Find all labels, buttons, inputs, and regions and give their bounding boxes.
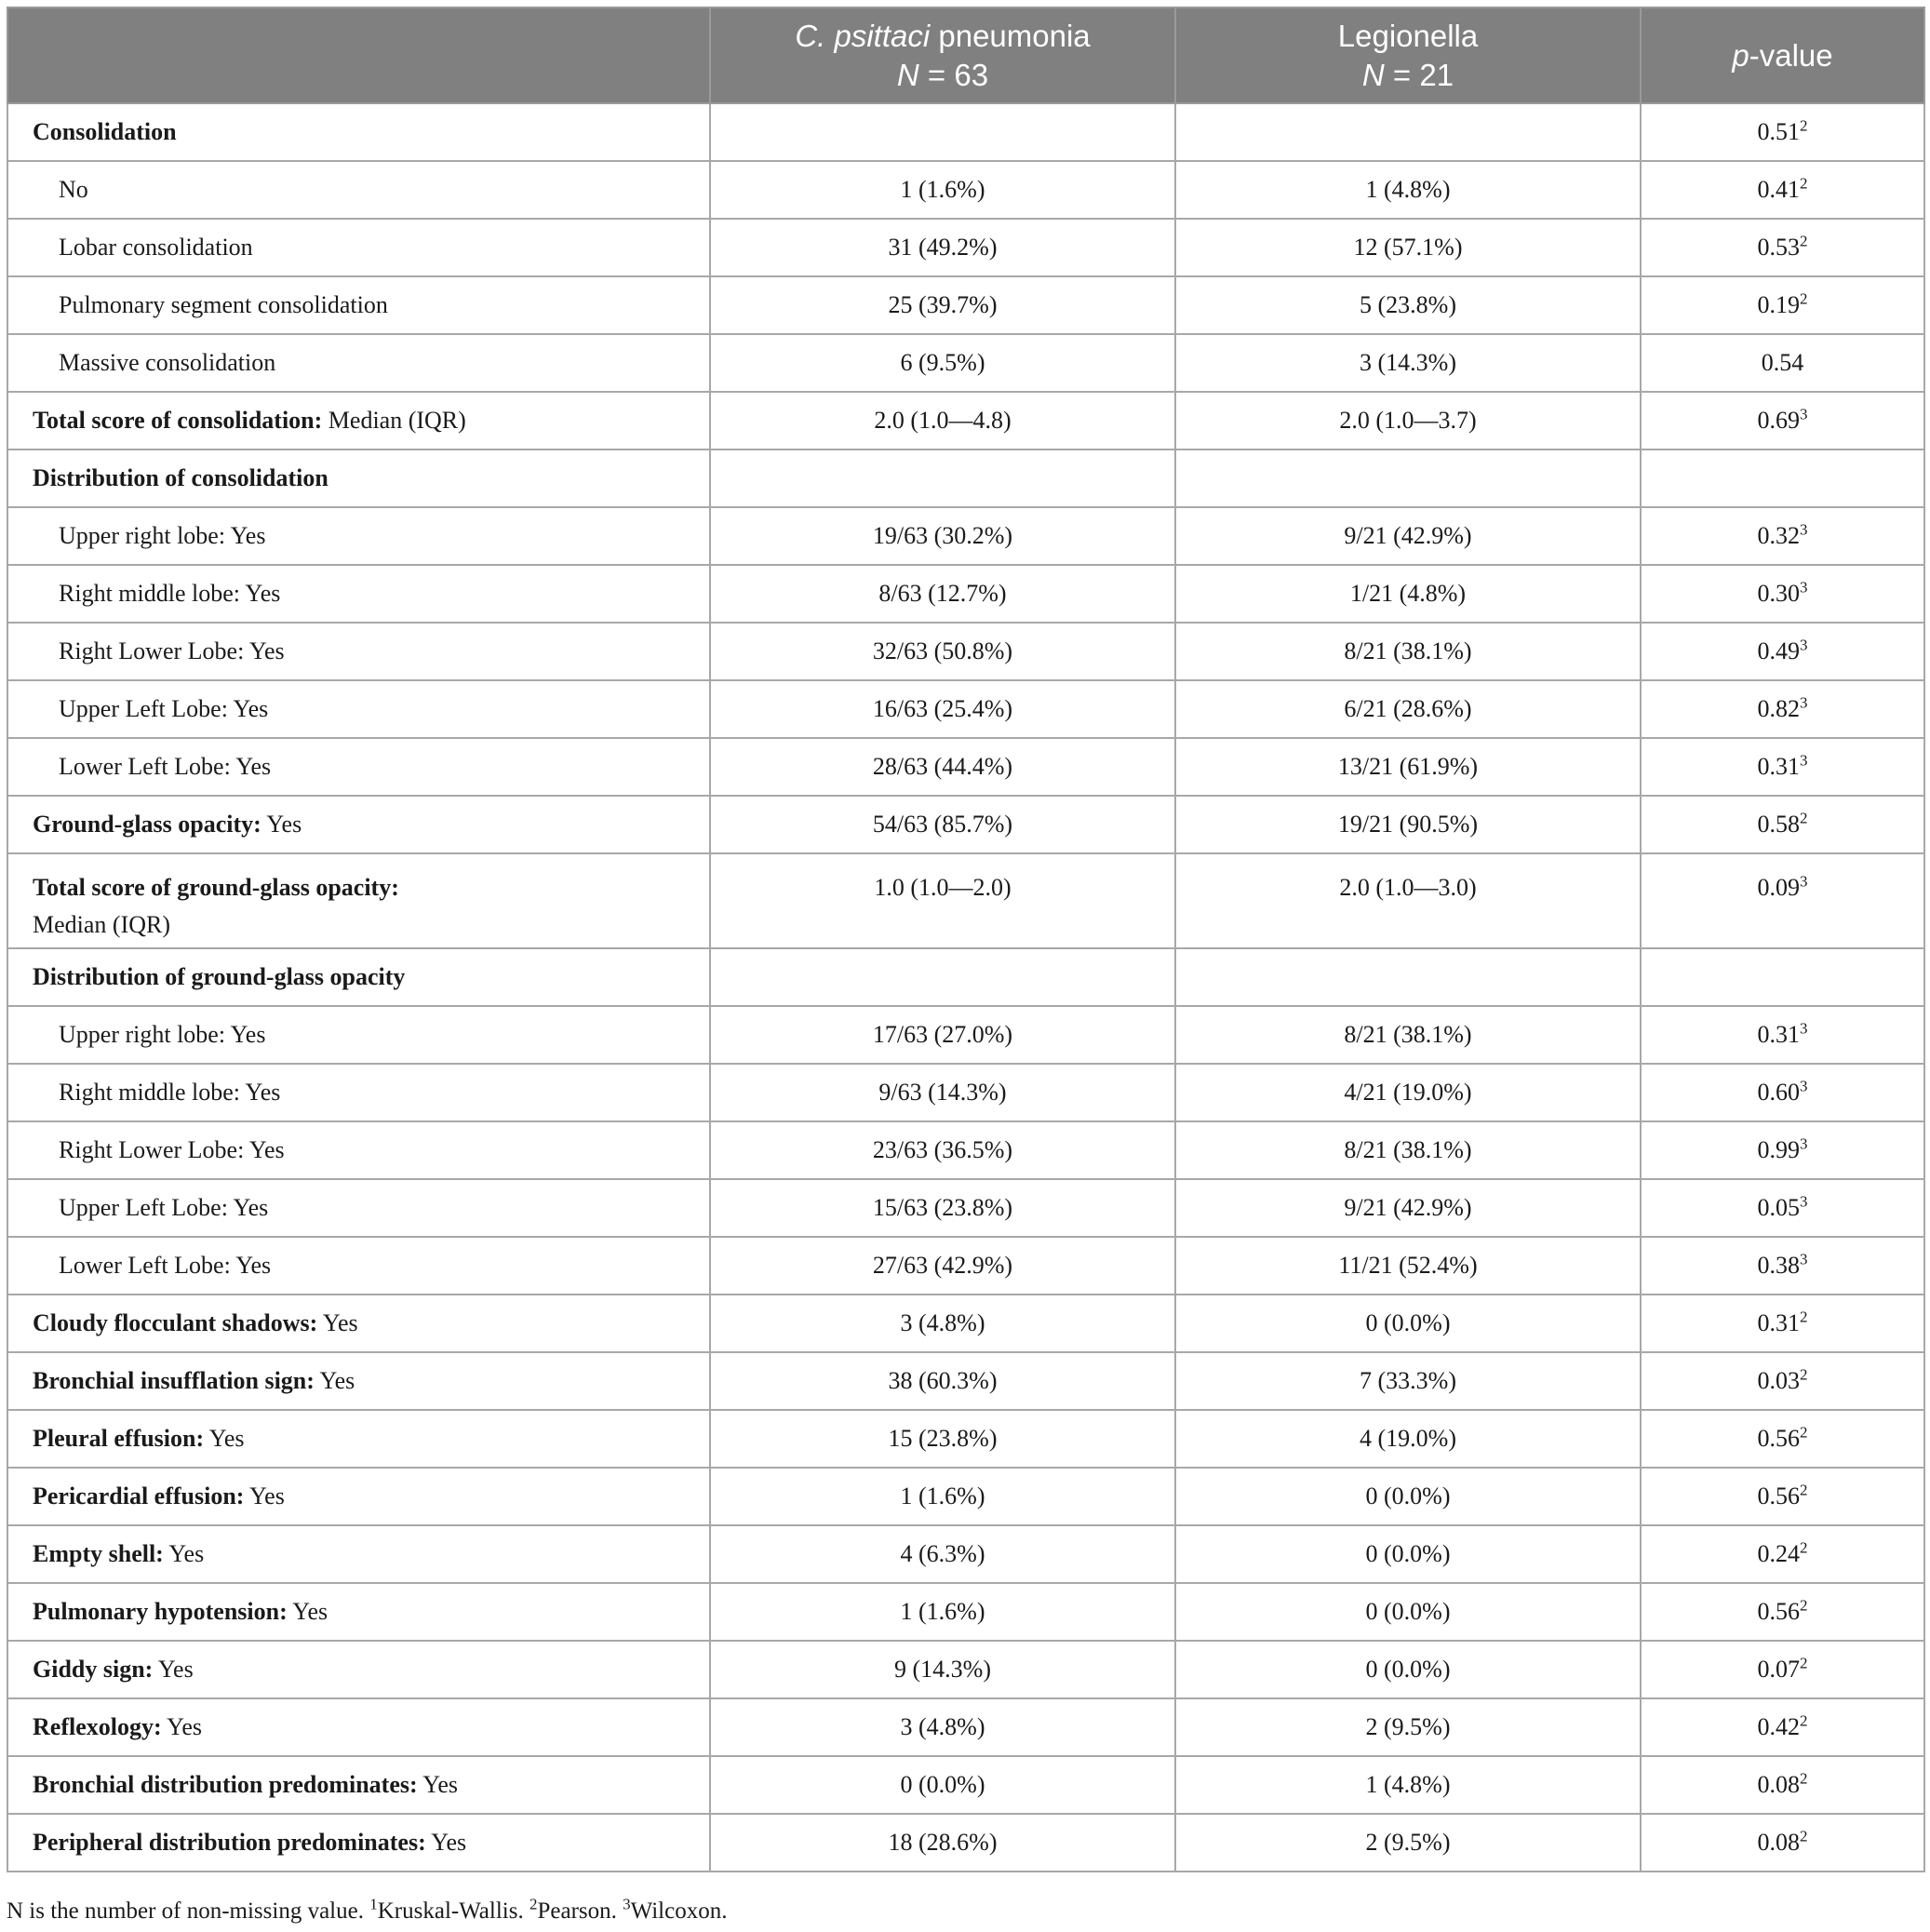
- p-value-test-marker: 3: [1800, 578, 1808, 597]
- cell-legionella: 9/21 (42.9%): [1175, 507, 1641, 565]
- cell-psittaci: 27/63 (42.9%): [710, 1237, 1175, 1295]
- row-label: [7, 1756, 710, 1814]
- p-value-test-marker: 3: [1800, 520, 1808, 539]
- cell-p-value: [1641, 392, 1924, 449]
- cell-psittaci: 3 (4.8%): [710, 1698, 1175, 1756]
- cell-legionella: 8/21 (38.1%): [1175, 1006, 1641, 1064]
- cell-p-value: [1641, 1583, 1924, 1641]
- p-value-number: 0.82: [1757, 695, 1800, 722]
- p-value-number: 0.56: [1757, 1483, 1800, 1509]
- table-row: [7, 853, 1924, 948]
- row-label-text: Yes: [287, 1598, 328, 1625]
- row-label: [7, 103, 710, 161]
- cell-legionella: 1 (4.8%): [1175, 1756, 1641, 1814]
- cell-psittaci: 16/63 (25.4%): [710, 680, 1175, 738]
- cell-psittaci: 1 (1.6%): [710, 161, 1175, 219]
- cell-psittaci: 9/63 (14.3%): [710, 1064, 1175, 1121]
- cell-psittaci: 6 (9.5%): [710, 334, 1175, 392]
- p-value-number: 0.30: [1757, 580, 1800, 607]
- cell-legionella: 2.0 (1.0—3.7): [1175, 392, 1641, 449]
- cell-psittaci: 25 (39.7%): [710, 276, 1175, 334]
- cell-legionella: 3 (14.3%): [1175, 334, 1641, 392]
- p-value-test-marker: 3: [1800, 1250, 1808, 1268]
- cell-legionella: 0 (0.0%): [1175, 1641, 1641, 1698]
- p-value-number: 0.51: [1757, 118, 1800, 145]
- row-label-text: Lobar consolidation: [59, 234, 253, 261]
- header-legionella-n-symbol: N: [1361, 57, 1385, 92]
- cell-p-value: [1641, 276, 1924, 334]
- cell-legionella: 12 (57.1%): [1175, 219, 1641, 276]
- table-row: [7, 1237, 1924, 1295]
- row-label: [7, 276, 710, 334]
- table-row: [7, 1121, 1924, 1179]
- table-row: [7, 219, 1924, 276]
- cell-p-value: [1641, 1698, 1924, 1756]
- row-label: [7, 1006, 710, 1064]
- row-label-text: Yes: [204, 1425, 245, 1452]
- row-label: [7, 796, 710, 853]
- cell-p-value: [1641, 796, 1924, 853]
- cell-p-value: [1641, 103, 1924, 161]
- footnote-text-4: Wilcoxon.: [630, 1898, 728, 1924]
- cell-legionella: [1175, 103, 1641, 161]
- row-label-text: Yes: [261, 811, 302, 838]
- table-body: [7, 103, 1924, 1872]
- row-label-text: Upper Left Lobe: Yes: [59, 1194, 269, 1221]
- table-row: [7, 1006, 1924, 1064]
- p-value-test-marker: 2: [1800, 1827, 1808, 1845]
- p-value-number: 0.19: [1757, 291, 1800, 318]
- row-label-bold: Giddy sign:: [33, 1656, 154, 1683]
- cell-p-value: [1641, 334, 1924, 392]
- cell-psittaci: 3 (4.8%): [710, 1295, 1175, 1352]
- p-value-test-marker: 2: [1800, 1308, 1808, 1326]
- header-psittaci-suffix: pneumonia: [930, 18, 1091, 53]
- row-label-text: Right Lower Lobe: Yes: [59, 1136, 285, 1163]
- table-row: [7, 1468, 1924, 1525]
- table-row: [7, 1641, 1924, 1698]
- cell-p-value: [1641, 1237, 1924, 1295]
- p-value-number: 0.32: [1757, 522, 1800, 549]
- cell-psittaci: 31 (49.2%): [710, 219, 1175, 276]
- header-legionella: [1175, 7, 1641, 103]
- row-label-text: Massive consolidation: [59, 349, 276, 376]
- row-label: [7, 1121, 710, 1179]
- cell-legionella: [1175, 948, 1641, 1006]
- row-label-text: Yes: [317, 1309, 358, 1336]
- cell-psittaci: 2.0 (1.0—4.8): [710, 392, 1175, 449]
- cell-legionella: 11/21 (52.4%): [1175, 1237, 1641, 1295]
- row-label-bold: Empty shell:: [33, 1540, 164, 1567]
- table-row: [7, 796, 1924, 853]
- p-value-test-marker: 3: [1800, 405, 1808, 423]
- p-value-number: 0.49: [1757, 637, 1800, 664]
- table-row: [7, 449, 1924, 507]
- header-psittaci-n-symbol: N: [896, 57, 919, 92]
- cell-p-value: [1641, 623, 1924, 680]
- header-psittaci: [710, 7, 1175, 103]
- cell-p-value: [1641, 507, 1924, 565]
- row-label: [7, 1410, 710, 1468]
- row-label: [7, 1641, 710, 1698]
- row-label: [7, 1525, 710, 1583]
- header-characteristic: [7, 7, 710, 103]
- table-row: [7, 507, 1924, 565]
- row-label-text: Yes: [314, 1367, 355, 1394]
- row-label-text: Upper right lobe: Yes: [59, 522, 266, 549]
- p-value-number: 0.08: [1757, 1829, 1800, 1856]
- cell-psittaci: 18 (28.6%): [710, 1814, 1175, 1872]
- cell-psittaci: 38 (60.3%): [710, 1352, 1175, 1410]
- cell-p-value: [1641, 1756, 1924, 1814]
- cell-p-value: [1641, 1814, 1924, 1872]
- p-value-number: 0.41: [1757, 176, 1800, 203]
- row-label-text: Yes: [425, 1829, 467, 1856]
- p-value-test-marker: 3: [1800, 1019, 1808, 1038]
- footnote-text-2: Kruskal-Wallis.: [377, 1898, 529, 1924]
- cell-p-value: [1641, 948, 1924, 1006]
- row-label: [7, 1814, 710, 1872]
- cell-p-value: [1641, 680, 1924, 738]
- cell-legionella: 7 (33.3%): [1175, 1352, 1641, 1410]
- p-value-number: 0.99: [1757, 1136, 1800, 1163]
- table-row: [7, 1698, 1924, 1756]
- p-value-test-marker: 2: [1800, 1769, 1808, 1788]
- row-label-bold: Bronchial distribution predominates:: [33, 1771, 418, 1798]
- table-row: [7, 1064, 1924, 1121]
- row-label-text: Median (IQR): [33, 911, 171, 938]
- row-label: [7, 623, 710, 680]
- cell-p-value: [1641, 161, 1924, 219]
- p-value-test-marker: 3: [1800, 751, 1808, 770]
- p-value-number: 0.38: [1757, 1252, 1800, 1279]
- cell-legionella: 2 (9.5%): [1175, 1814, 1641, 1872]
- p-value-number: 0.56: [1757, 1598, 1800, 1625]
- row-label-bold: Pericardial effusion:: [33, 1483, 245, 1509]
- row-label-text: Upper right lobe: Yes: [59, 1021, 266, 1048]
- footnote-text-3: Pearson.: [537, 1898, 623, 1924]
- row-label-bold: Total score of consolidation:: [33, 407, 323, 434]
- cell-p-value: [1641, 219, 1924, 276]
- footnote-text-1: N is the number of non-missing value.: [7, 1898, 370, 1924]
- p-value-number: 0.53: [1757, 234, 1800, 261]
- table-row: [7, 623, 1924, 680]
- row-label: [7, 1583, 710, 1641]
- row-label-bold: Total score of ground-glass opacity:: [33, 874, 399, 901]
- header-p-symbol: p: [1732, 37, 1749, 73]
- p-value-number: 0.09: [1757, 874, 1800, 901]
- row-label: [7, 853, 710, 948]
- row-label: [7, 507, 710, 565]
- row-label-text: Right middle lobe: Yes: [59, 1079, 281, 1106]
- p-value-test-marker: 2: [1800, 1423, 1808, 1442]
- header-legionella-n-value: = 21: [1384, 57, 1454, 92]
- cell-psittaci: 28/63 (44.4%): [710, 738, 1175, 796]
- p-value-number: 0.56: [1757, 1425, 1800, 1452]
- row-label-bold: Ground-glass opacity:: [33, 811, 261, 838]
- cell-p-value: [1641, 1468, 1924, 1525]
- footnote-sup-2: 2: [529, 1895, 538, 1913]
- cell-legionella: 9/21 (42.9%): [1175, 1179, 1641, 1237]
- row-label: [7, 449, 710, 507]
- p-value-number: 0.31: [1757, 1021, 1800, 1048]
- row-label-text: Pulmonary segment consolidation: [59, 291, 388, 318]
- cell-legionella: 1 (4.8%): [1175, 161, 1641, 219]
- cell-p-value: [1641, 1121, 1924, 1179]
- cell-psittaci: 19/63 (30.2%): [710, 507, 1175, 565]
- p-value-test-marker: 3: [1800, 872, 1808, 891]
- cell-psittaci: 54/63 (85.7%): [710, 796, 1175, 853]
- p-value-test-marker: 3: [1800, 1134, 1808, 1153]
- table-row: [7, 276, 1924, 334]
- table-row: [7, 565, 1924, 623]
- p-value-test-marker: 2: [1800, 232, 1808, 250]
- cell-psittaci: 4 (6.3%): [710, 1525, 1175, 1583]
- row-label-bold: Distribution of ground-glass opacity: [33, 963, 406, 990]
- p-value-test-marker: 2: [1800, 174, 1808, 193]
- row-label-bold: Pulmonary hypotension:: [33, 1598, 288, 1625]
- p-value-test-marker: 2: [1800, 1654, 1808, 1672]
- table-row: [7, 1525, 1924, 1583]
- cell-psittaci: 1.0 (1.0—2.0): [710, 853, 1175, 948]
- table-row: [7, 680, 1924, 738]
- row-label-text: Upper Left Lobe: Yes: [59, 695, 269, 722]
- row-label: [7, 680, 710, 738]
- cell-p-value: [1641, 1410, 1924, 1468]
- row-label-text: Lower Left Lobe: Yes: [59, 753, 272, 780]
- header-legionella-name: Legionella: [1337, 18, 1479, 53]
- p-value-test-marker: 2: [1800, 809, 1808, 827]
- row-label-bold: Distribution of consolidation: [33, 464, 328, 491]
- row-label-text: Lower Left Lobe: Yes: [59, 1252, 272, 1279]
- table-row: [7, 948, 1924, 1006]
- p-value-number: 0.08: [1757, 1771, 1800, 1798]
- row-label: [7, 738, 710, 796]
- table-footnote: [7, 1895, 728, 1925]
- cell-legionella: 1/21 (4.8%): [1175, 565, 1641, 623]
- cell-legionella: 6/21 (28.6%): [1175, 680, 1641, 738]
- table-row: [7, 334, 1924, 392]
- row-label-bold: Cloudy flocculant shadows:: [33, 1309, 318, 1336]
- cell-p-value: [1641, 1006, 1924, 1064]
- p-value-test-marker: 2: [1800, 1481, 1808, 1499]
- p-value-test-marker: 2: [1800, 116, 1808, 135]
- p-value-test-marker: 3: [1800, 636, 1808, 654]
- cell-psittaci: 1 (1.6%): [710, 1468, 1175, 1525]
- row-label-text: Yes: [417, 1771, 459, 1798]
- cell-psittaci: 0 (0.0%): [710, 1756, 1175, 1814]
- header-psittaci-n-value: = 63: [918, 57, 989, 92]
- row-label: [7, 219, 710, 276]
- cell-legionella: 8/21 (38.1%): [1175, 623, 1641, 680]
- row-label-text: Yes: [161, 1713, 202, 1740]
- cell-legionella: 4/21 (19.0%): [1175, 1064, 1641, 1121]
- table-row: [7, 1352, 1924, 1410]
- cell-legionella: 0 (0.0%): [1175, 1583, 1641, 1641]
- p-value-number: 0.05: [1757, 1194, 1800, 1221]
- cell-legionella: 0 (0.0%): [1175, 1468, 1641, 1525]
- row-label-bold: Pleural effusion:: [33, 1425, 205, 1452]
- table-row: [7, 1756, 1924, 1814]
- cell-legionella: [1175, 449, 1641, 507]
- table-row: [7, 1295, 1924, 1352]
- row-label-bold: Consolidation: [33, 118, 177, 145]
- cell-legionella: 2 (9.5%): [1175, 1698, 1641, 1756]
- p-value-test-marker: 2: [1800, 289, 1808, 308]
- row-label: [7, 334, 710, 392]
- cell-legionella: 0 (0.0%): [1175, 1525, 1641, 1583]
- row-label-bold: Bronchial insufflation sign:: [33, 1367, 315, 1394]
- p-value-test-marker: 2: [1800, 1538, 1808, 1557]
- row-label-text: Yes: [244, 1483, 285, 1509]
- row-label: [7, 161, 710, 219]
- cell-p-value: [1641, 1295, 1924, 1352]
- cell-psittaci: [710, 948, 1175, 1006]
- results-table: [7, 7, 1925, 1872]
- p-value-test-marker: 2: [1800, 1365, 1808, 1384]
- cell-psittaci: [710, 449, 1175, 507]
- cell-legionella: 8/21 (38.1%): [1175, 1121, 1641, 1179]
- cell-p-value: [1641, 1352, 1924, 1410]
- p-value-test-marker: 2: [1800, 1596, 1808, 1615]
- p-value-test-marker: 3: [1800, 1192, 1808, 1211]
- cell-psittaci: 15/63 (23.8%): [710, 1179, 1175, 1237]
- cell-psittaci: 17/63 (27.0%): [710, 1006, 1175, 1064]
- header-psittaci-name: C. psittaci: [795, 18, 931, 53]
- footnote-sup-1: 1: [369, 1895, 378, 1913]
- cell-p-value: [1641, 565, 1924, 623]
- cell-psittaci: [710, 103, 1175, 161]
- cell-psittaci: 23/63 (36.5%): [710, 1121, 1175, 1179]
- row-label-bold: Reflexology:: [33, 1713, 162, 1740]
- table-row: [7, 1814, 1924, 1872]
- row-label-text: Right middle lobe: Yes: [59, 580, 281, 607]
- cell-legionella: 4 (19.0%): [1175, 1410, 1641, 1468]
- row-label-text: Median (IQR): [322, 407, 466, 434]
- p-value-number: 0.54: [1761, 349, 1804, 376]
- cell-p-value: [1641, 449, 1924, 507]
- row-label: [7, 565, 710, 623]
- row-label-bold: Peripheral distribution predominates:: [33, 1829, 426, 1856]
- table-row: [7, 392, 1924, 449]
- footnote-sup-3: 3: [623, 1895, 631, 1913]
- row-label: [7, 1064, 710, 1121]
- row-label: [7, 392, 710, 449]
- p-value-number: 0.69: [1757, 407, 1800, 434]
- row-label-text: Yes: [163, 1540, 205, 1567]
- row-label-text: No: [59, 176, 88, 203]
- cell-p-value: [1641, 1641, 1924, 1698]
- p-value-number: 0.58: [1757, 811, 1800, 838]
- p-value-test-marker: 3: [1800, 693, 1808, 712]
- cell-psittaci: 32/63 (50.8%): [710, 623, 1175, 680]
- p-value-test-marker: 2: [1800, 1711, 1808, 1730]
- row-label: [7, 1237, 710, 1295]
- cell-p-value: [1641, 853, 1924, 948]
- row-label: [7, 948, 710, 1006]
- p-value-number: 0.07: [1757, 1656, 1800, 1683]
- table-row: [7, 161, 1924, 219]
- header-p-suffix: -value: [1749, 37, 1833, 73]
- cell-p-value: [1641, 1525, 1924, 1583]
- cell-legionella: 2.0 (1.0—3.0): [1175, 853, 1641, 948]
- row-label-text: Right Lower Lobe: Yes: [59, 637, 285, 664]
- row-label: [7, 1179, 710, 1237]
- header-p-value: [1641, 7, 1924, 103]
- cell-legionella: 13/21 (61.9%): [1175, 738, 1641, 796]
- table-row: [7, 1410, 1924, 1468]
- cell-psittaci: 8/63 (12.7%): [710, 565, 1175, 623]
- table-row: [7, 738, 1924, 796]
- table-row: [7, 103, 1924, 161]
- cell-psittaci: 1 (1.6%): [710, 1583, 1175, 1641]
- row-label-text: Yes: [153, 1656, 194, 1683]
- table-row: [7, 1583, 1924, 1641]
- p-value-number: 0.31: [1757, 753, 1800, 780]
- cell-p-value: [1641, 1064, 1924, 1121]
- p-value-number: 0.03: [1757, 1367, 1800, 1394]
- header-row: [7, 7, 1924, 103]
- cell-legionella: 0 (0.0%): [1175, 1295, 1641, 1352]
- cell-legionella: 19/21 (90.5%): [1175, 796, 1641, 853]
- cell-p-value: [1641, 738, 1924, 796]
- cell-p-value: [1641, 1179, 1924, 1237]
- p-value-number: 0.31: [1757, 1309, 1800, 1336]
- p-value-number: 0.60: [1757, 1079, 1800, 1106]
- p-value-number: 0.24: [1757, 1540, 1800, 1567]
- cell-psittaci: 9 (14.3%): [710, 1641, 1175, 1698]
- table-row: [7, 1179, 1924, 1237]
- row-label: [7, 1352, 710, 1410]
- row-label: [7, 1698, 710, 1756]
- p-value-number: 0.42: [1757, 1713, 1800, 1740]
- row-label: [7, 1468, 710, 1525]
- cell-psittaci: 15 (23.8%): [710, 1410, 1175, 1468]
- row-label: [7, 1295, 710, 1352]
- cell-legionella: 5 (23.8%): [1175, 276, 1641, 334]
- p-value-test-marker: 3: [1800, 1077, 1808, 1095]
